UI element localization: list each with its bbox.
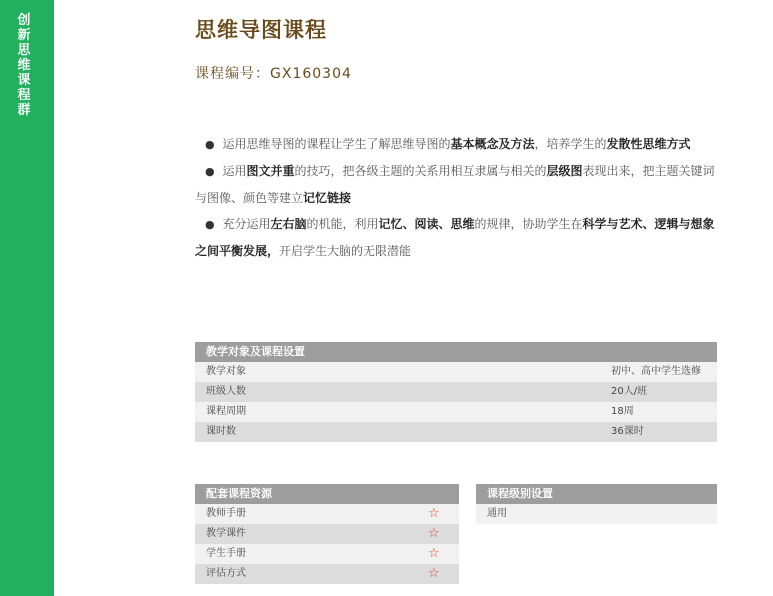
table-row xyxy=(195,544,459,564)
row-value: 36课时 xyxy=(611,426,644,437)
bullet-2-seg-1: 图文并重 xyxy=(246,164,295,178)
level-table-header: 课程级别设置 xyxy=(476,484,717,504)
sidebar-title: 创新思维课程群 xyxy=(17,13,31,118)
bullet-1-seg-1: 基本概念及方法 xyxy=(450,137,535,151)
row-value: 初中、高中学生选修 xyxy=(611,366,701,377)
bullet-3-seg-2: 的机能，利用 xyxy=(306,217,379,231)
star-icon: ☆ xyxy=(428,546,440,561)
row-label: 教学对象 xyxy=(206,366,246,377)
table-row xyxy=(476,504,717,524)
table-row xyxy=(195,504,459,524)
row-label: 教学课件 xyxy=(206,528,246,539)
course-code: 课程编号：GX160304 xyxy=(195,66,352,82)
bullet-1-seg-2: ，培养学生的 xyxy=(534,137,607,151)
table-row xyxy=(195,402,717,422)
bullet-dot-icon: ● xyxy=(205,218,215,231)
bullet-2-text xyxy=(195,164,715,205)
bullet-2-seg-2: 的技巧，把各级主题的关系用相互隶属与相关的 xyxy=(294,164,547,178)
row-label: 评估方式 xyxy=(206,568,246,579)
bullet-2-seg-3: 层级图 xyxy=(546,164,583,178)
row-label: 课程周期 xyxy=(206,406,246,417)
bullet-dot-icon: ● xyxy=(205,165,215,178)
bullet-1-seg-0: 运用思维导图的课程让学生了解思维导图的 xyxy=(222,137,451,151)
bullet-3-seg-1: 左右脑 xyxy=(270,217,307,231)
bullet-item xyxy=(195,158,719,211)
bullet-dot-icon: ● xyxy=(205,138,215,151)
table-row xyxy=(195,564,459,584)
table-row xyxy=(195,422,717,442)
bullet-item xyxy=(195,211,719,264)
star-icon: ☆ xyxy=(428,526,440,541)
table-row xyxy=(195,382,717,402)
row-value: 20人/班 xyxy=(611,386,648,397)
bullet-3-seg-4: 的规律，协助学生在 xyxy=(474,217,583,231)
page-title: 思维导图课程 xyxy=(195,18,327,42)
table-row xyxy=(195,362,717,382)
row-label: 班级人数 xyxy=(206,386,246,397)
resources-table xyxy=(195,484,459,584)
table-row xyxy=(195,524,459,544)
bullet-2-seg-5: 记忆链接 xyxy=(303,191,352,205)
level-table xyxy=(476,484,717,524)
row-label: 教师手册 xyxy=(206,508,246,519)
row-label: 学生手册 xyxy=(206,548,246,559)
bullet-1-seg-3: 发散性思维方式 xyxy=(606,137,691,151)
row-label: 通用 xyxy=(487,508,507,519)
bullet-1-text xyxy=(219,137,691,151)
row-value: 18周 xyxy=(611,406,634,417)
bullet-2-seg-4: 表现出来，把主题关键词与图像、颜色等建立 xyxy=(195,164,715,205)
bullet-3-seg-5: 科学与艺术、逻辑与想象之间平衡发展， xyxy=(195,217,715,258)
sidebar xyxy=(0,0,54,596)
resources-table-header: 配套课程资源 xyxy=(195,484,459,504)
settings-table-header: 教学对象及课程设置 xyxy=(195,342,717,362)
bullet-item xyxy=(195,131,719,158)
star-icon: ☆ xyxy=(428,506,440,521)
settings-table xyxy=(195,342,717,442)
bullet-2-seg-0: 运用 xyxy=(222,164,247,178)
bullet-3-seg-3: 记忆、阅读、思维 xyxy=(378,217,475,231)
bullet-3-seg-0: 充分运用 xyxy=(222,217,271,231)
bullet-3-seg-6: 开启学生大脑的无限潜能 xyxy=(279,244,412,258)
row-label: 课时数 xyxy=(206,426,236,437)
bullet-3-text xyxy=(195,217,715,258)
star-icon: ☆ xyxy=(428,566,440,581)
course-description xyxy=(195,131,719,264)
